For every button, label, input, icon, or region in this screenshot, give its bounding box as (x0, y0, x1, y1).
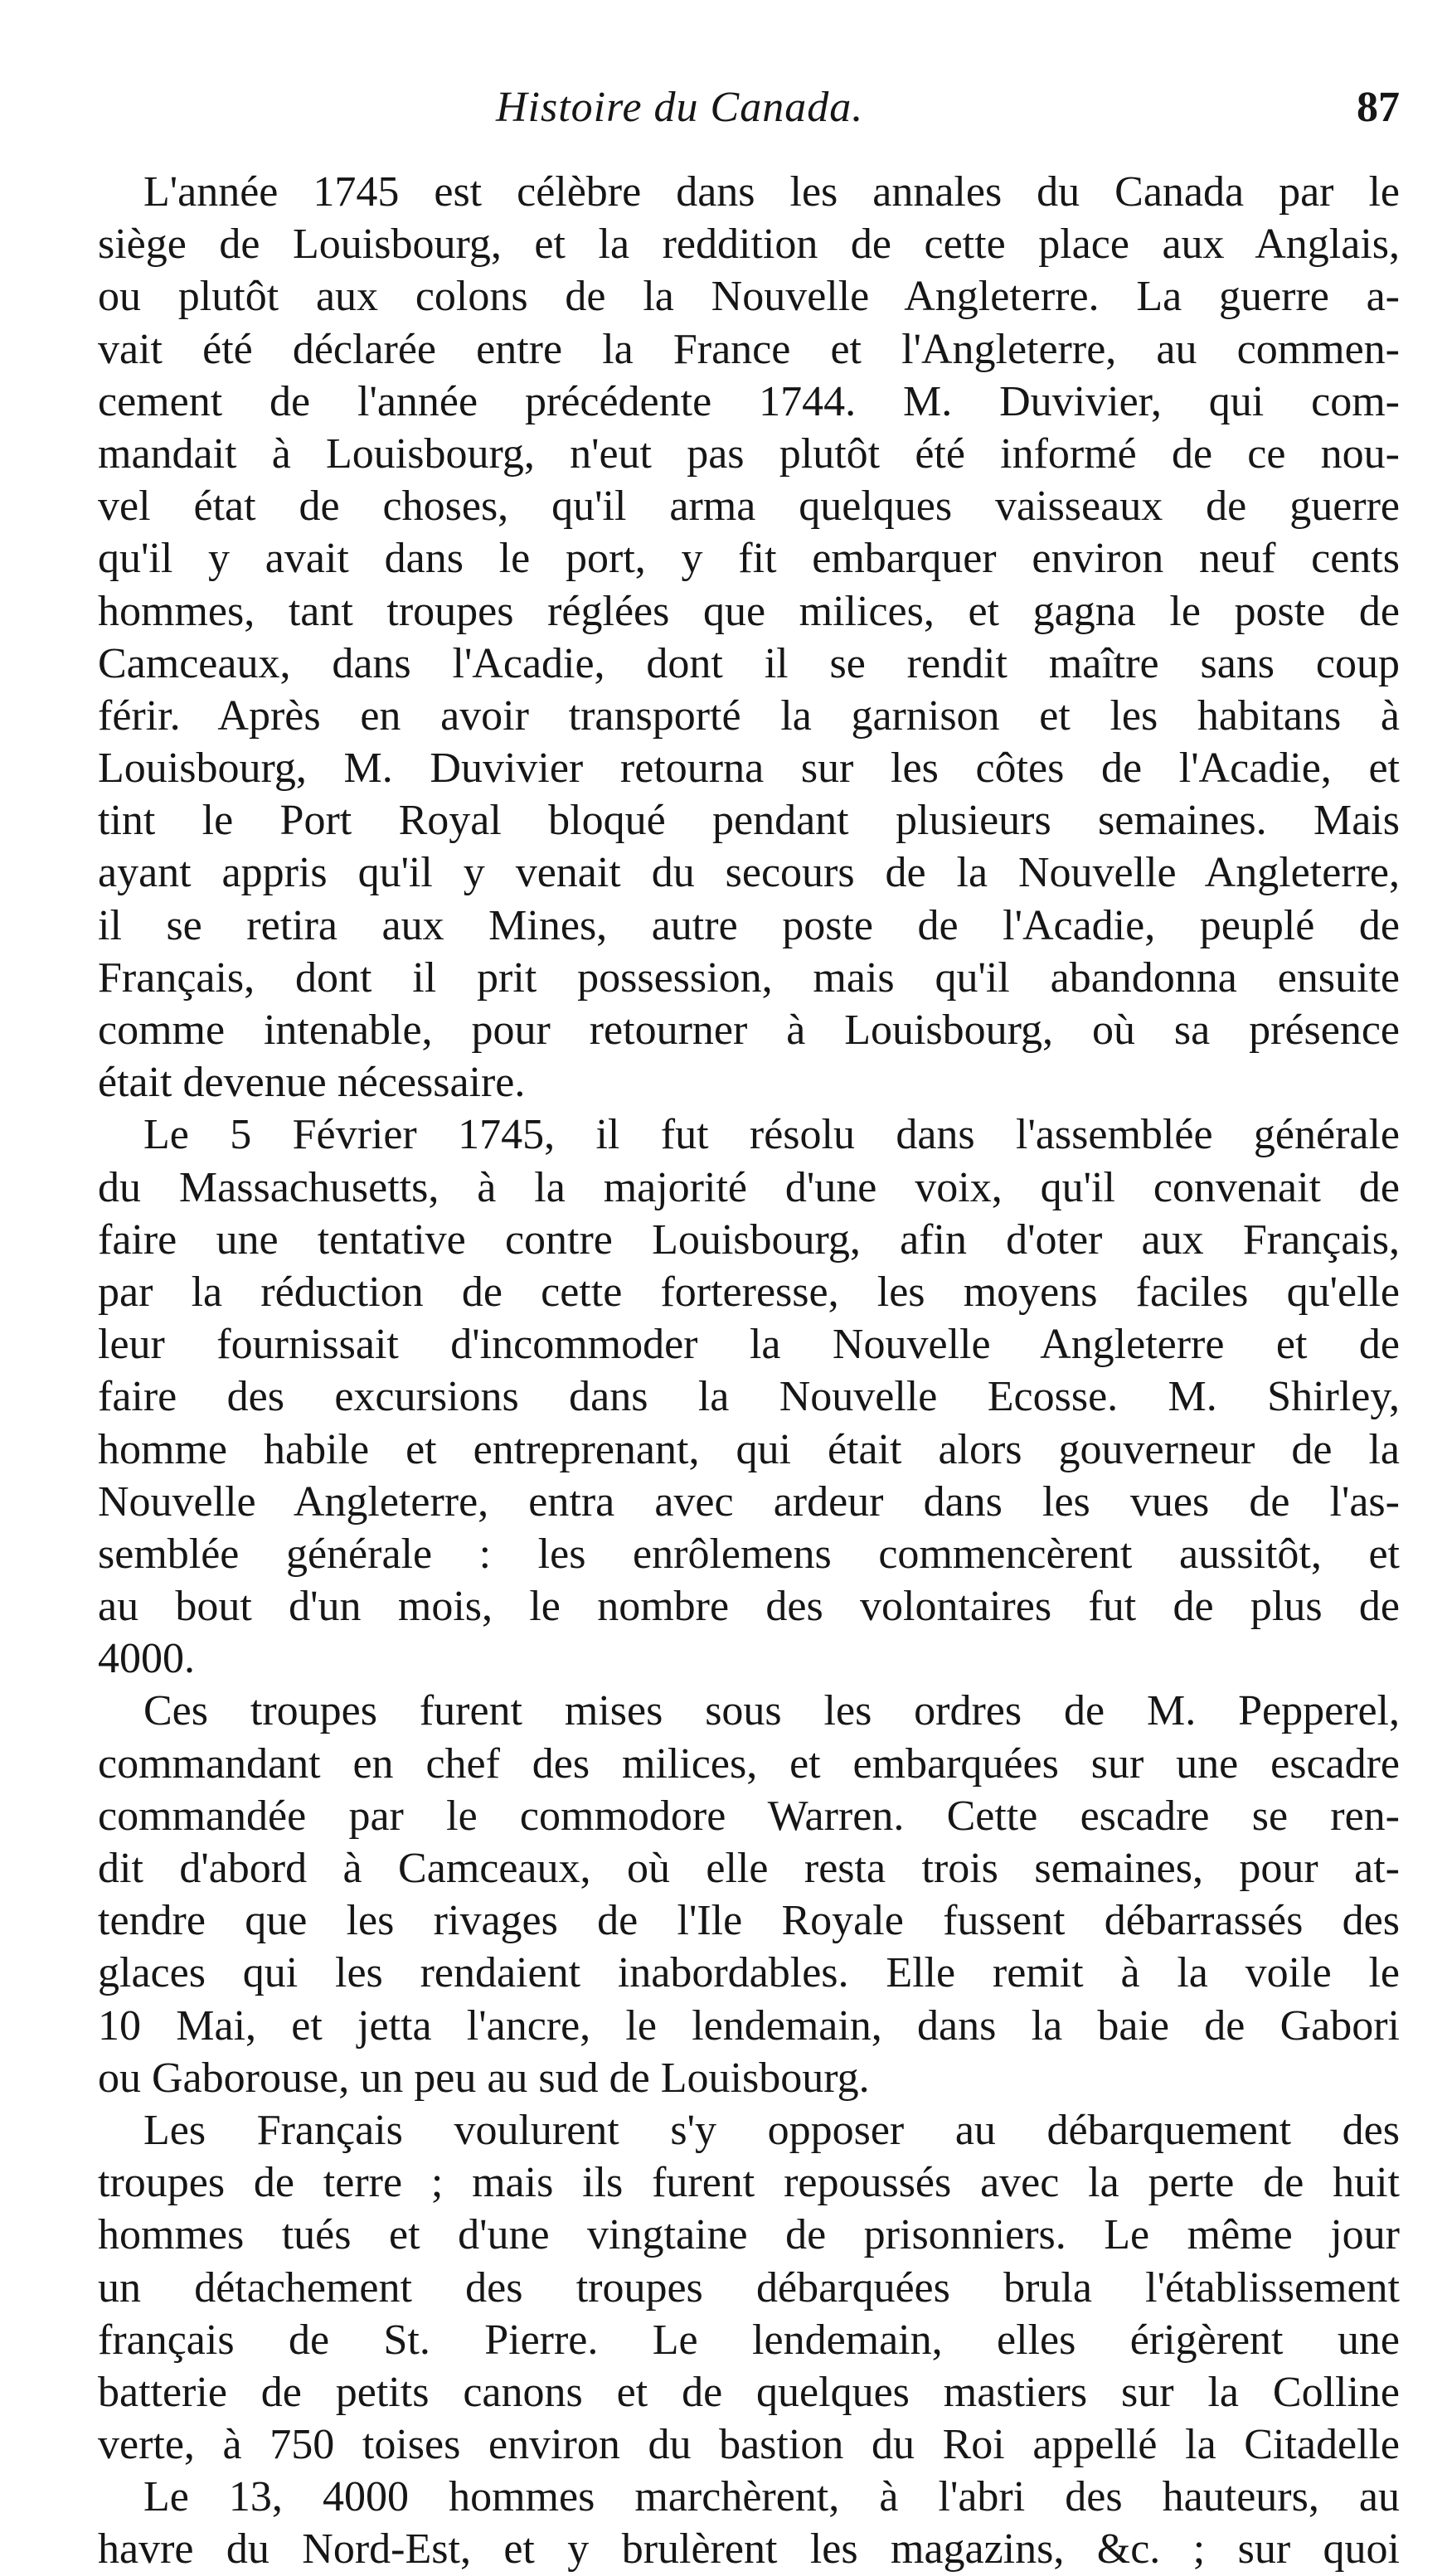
text-line: un détachement des troupes débarquées brula l'établissement (98, 2263, 1400, 2312)
text-line: glaces qui les rendaient inabordables. Elle remit à la voile le (98, 1949, 1400, 1997)
text-line: Nouvelle Angleterre, entra avec ardeur dans les vues de l'as- (98, 1477, 1400, 1526)
text-line: français de St. Pierre. Le lendemain, elles érigèrent une (98, 2316, 1400, 2364)
text-line: Louisbourg, M. Duvivier retourna sur les côtes de l'Acadie, et (98, 745, 1400, 793)
text-line: hommes, tant troupes réglées que milices, et gagna le poste de (98, 587, 1400, 635)
text-line: 10 Mai, et jetta l'ancre, le lendemain, dans la baie de Gabori (98, 2001, 1400, 2050)
text-line: vel état de choses, qu'il arma quelques vaisseaux de guerre (98, 483, 1400, 531)
text-line: au bout d'un mois, le nombre des volontaires fut de plus de (98, 1583, 1400, 1631)
text-line: faire des excursions dans la Nouvelle Ecosse. M. Shirley, (98, 1373, 1400, 1421)
text-line: par la réduction de cette forteresse, les moyens faciles qu'elle (98, 1268, 1400, 1316)
text-line: il se retira aux Mines, autre poste de l'Acadie, peuplé de (98, 901, 1400, 949)
text-line: ou plutôt aux colons de la Nouvelle Angleterre. La guerre a- (98, 273, 1400, 321)
text-line: tint le Port Royal bloqué pendant plusieurs semaines. Mais (98, 797, 1400, 845)
text-line: Le 13, 4000 hommes marchèrent, à l'abri des hauteurs, au (143, 2473, 1400, 2521)
text-line: L'année 1745 est célèbre dans les annales du Canada par le (143, 168, 1400, 216)
running-head (98, 83, 1400, 141)
text-line: ayant appris qu'il y venait du secours de la Nouvelle Angleterre, (98, 849, 1400, 897)
text-line: batterie de petits canons et de quelques mastiers sur la Colline (98, 2368, 1400, 2416)
text-line: faire une tentative contre Louisbourg, afin d'oter aux Français, (98, 1215, 1400, 1264)
text-line: havre du Nord-Est, et y brulèrent les magazins, &c. ; sur quoi (98, 2525, 1400, 2574)
page-number: 87 (1357, 84, 1400, 131)
text-line: qu'il y avait dans le port, y fit embarquer environ neuf cents (98, 535, 1400, 583)
text-line: 4000. (98, 1635, 195, 1683)
text-line: Français, dont il prit possession, mais qu'il abandonna ensuite (98, 953, 1400, 1002)
text-line: verte, à 750 toises environ du bastion du Roi appellé la Citadelle (98, 2421, 1400, 2469)
text-line: du Massachusetts, à la majorité d'une voix, qu'il convenait de (98, 1163, 1400, 1211)
text-line: Les Français voulurent s'y opposer au débarquement des (143, 2106, 1400, 2154)
text-line: ou Gaborouse, un peu au sud de Louisbourg. (98, 2054, 870, 2102)
text-line: cement de l'année précédente 1744. M. Duvivier, qui com- (98, 377, 1400, 425)
text-line: siège de Louisbourg, et la reddition de cette place aux Anglais, (98, 221, 1400, 269)
text-line: Le 5 Février 1745, il fut résolu dans l'assemblée générale (143, 1111, 1400, 1159)
text-line: troupes de terre ; mais ils furent repoussés avec la perte de huit (98, 2159, 1400, 2207)
text-line: homme habile et entreprenant, qui était alors gouverneur de la (98, 1425, 1400, 1473)
text-line: commandée par le commodore Warren. Cette escadre se ren- (98, 1792, 1400, 1840)
text-line: commandant en chef des milices, et embarquées sur une escadre (98, 1739, 1400, 1788)
text-line: était devenue nécessaire. (98, 1059, 526, 1107)
text-line: férir. Après en avoir transporté la garnison et les habitans à (98, 691, 1400, 740)
text-line: mandait à Louisbourg, n'eut pas plutôt été informé de ce nou- (98, 429, 1400, 478)
text-line: vait été déclarée entre la France et l'Angleterre, au commen- (98, 325, 1400, 373)
text-line: Camceaux, dans l'Acadie, dont il se rendit maître sans coup (98, 639, 1400, 687)
body-text (98, 166, 1400, 2576)
text-line: hommes tués et d'une vingtaine de prisonniers. Le même jour (98, 2211, 1400, 2259)
text-line: Ces troupes furent mises sous les ordres de M. Pepperel, (143, 1687, 1400, 1735)
text-line: comme intenable, pour retourner à Louisbourg, où sa présence (98, 1007, 1400, 1054)
text-line: semblée générale : les enrôlemens commencèrent aussitôt, et (98, 1530, 1400, 1578)
text-line: tendre que les rivages de l'Ile Royale fussent débarrassés des (98, 1897, 1400, 1945)
text-line: leur fournissait d'incommoder la Nouvelle Angleterre et de (98, 1321, 1400, 1369)
text-line: dit d'abord à Camceaux, où elle resta trois semaines, pour at- (98, 1845, 1400, 1892)
running-title: Histoire du Canada. (496, 84, 864, 131)
